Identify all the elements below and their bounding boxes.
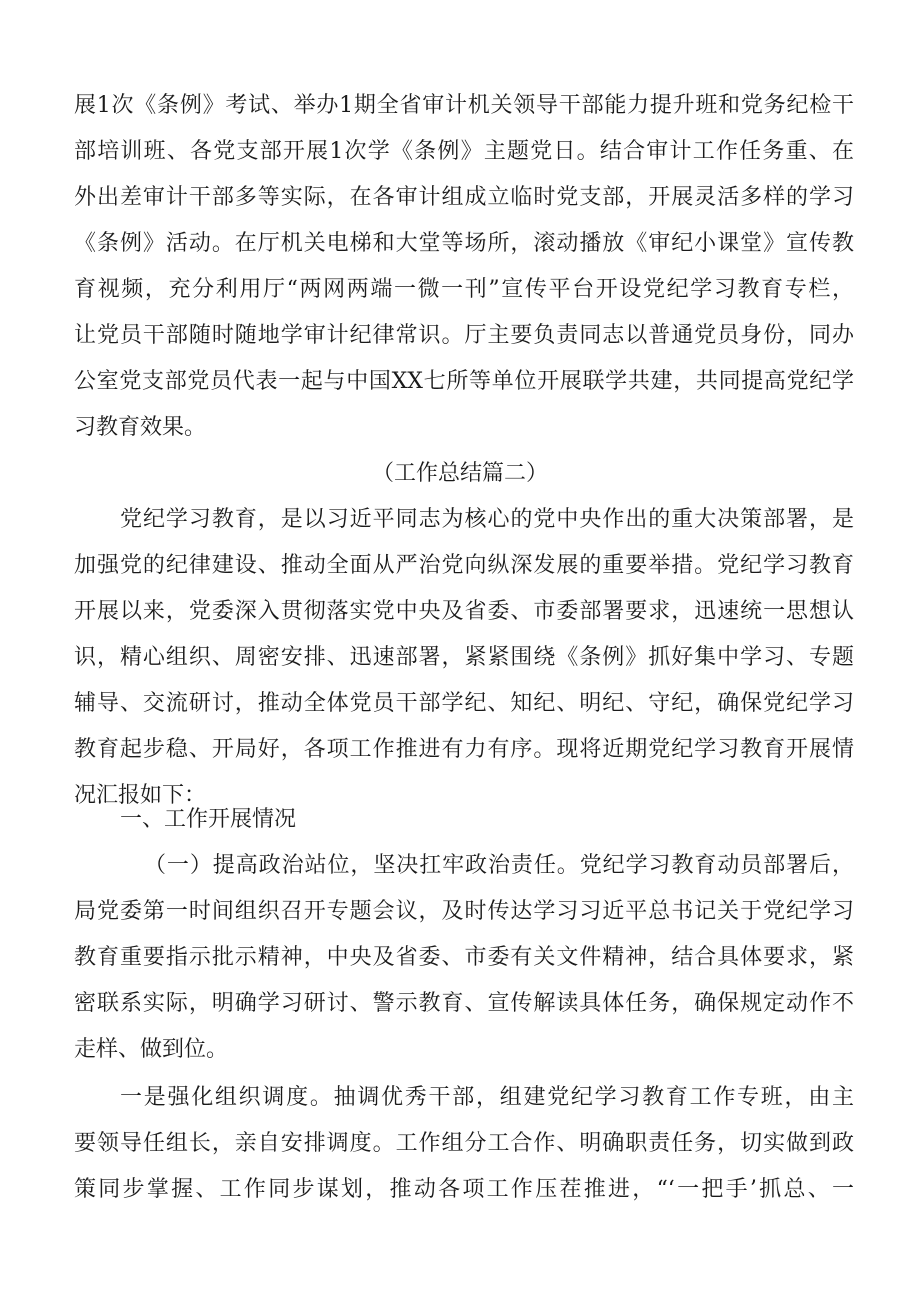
paragraph-line: 公室党支部党员代表一起与中国XX七所等单位开展联学共建，共同提高党纪学	[74, 369, 854, 394]
paragraph-line: 要领导任组长，亲自安排调度。工作组分工合作、明确职责任务，切实做到政	[74, 1131, 854, 1156]
section-heading: 一、工作开展情况	[120, 807, 297, 832]
paragraph-line: 育视频，充分利用厅“两网两端一微一刊”宣传平台开设党纪学习教育专栏，	[74, 277, 854, 302]
paragraph-line: （一）提高政治站位，坚决扛牢政治责任。党纪学习教育动员部署后，	[144, 853, 854, 878]
paragraph-line: 《条例》活动。在厅机关电梯和大堂等场所，滚动播放《审纪小课堂》宣传教	[74, 231, 854, 256]
paragraph-line: 密联系实际，明确学习研讨、警示教育、宣传解读具体任务，确保规定动作不	[74, 991, 854, 1016]
paragraph-line: 习教育效果。	[74, 415, 207, 440]
paragraph-line: 局党委第一时间组织召开专题会议，及时传达学习习近平总书记关于党纪学习	[74, 899, 854, 924]
paragraph-line: 识，精心组织、周密安排、迅速部署，紧紧围绕《条例》抓好集中学习、专题	[74, 645, 854, 670]
paragraph-line: 一是强化组织调度。抽调优秀干部，组建党纪学习教育工作专班，由主	[120, 1085, 854, 1110]
paragraph-line: 展1次《条例》考试、举办1期全省审计机关领导干部能力提升班和党务纪检干	[74, 93, 854, 118]
paragraph-line: 党纪学习教育，是以习近平同志为核心的党中央作出的重大决策部署，是	[120, 507, 854, 532]
paragraph-line: 教育起步稳、开局好，各项工作推进有力有序。现将近期党纪学习教育开展情	[74, 737, 854, 762]
paragraph-line: 策同步掌握、工作同步谋划，推动各项工作压茬推进，“‘一把手’抓总、一	[74, 1177, 854, 1202]
paragraph-line: 况汇报如下：	[74, 783, 207, 808]
paragraph-line: 开展以来，党委深入贯彻落实党中央及省委、市委部署要求，迅速统一思想认	[74, 599, 854, 624]
section-title: （工作总结篇二）	[371, 461, 548, 486]
paragraph-line: 加强党的纪律建设、推动全面从严治党向纵深发展的重要举措。党纪学习教育	[74, 553, 854, 578]
paragraph-line: 外出差审计干部多等实际，在各审计组成立临时党支部，开展灵活多样的学习	[74, 185, 854, 210]
paragraph-line: 教育重要指示批示精神，中央及省委、市委有关文件精神，结合具体要求，紧	[74, 945, 854, 970]
paragraph-line: 让党员干部随时随地学审计纪律常识。厅主要负责同志以普通党员身份，同办	[74, 323, 854, 348]
paragraph-line: 辅导、交流研讨，推动全体党员干部学纪、知纪、明纪、守纪，确保党纪学习	[74, 691, 854, 716]
paragraph-line: 部培训班、各党支部开展1次学《条例》主题党日。结合审计工作任务重、在	[74, 139, 854, 164]
paragraph-line: 走样、做到位。	[74, 1037, 229, 1062]
